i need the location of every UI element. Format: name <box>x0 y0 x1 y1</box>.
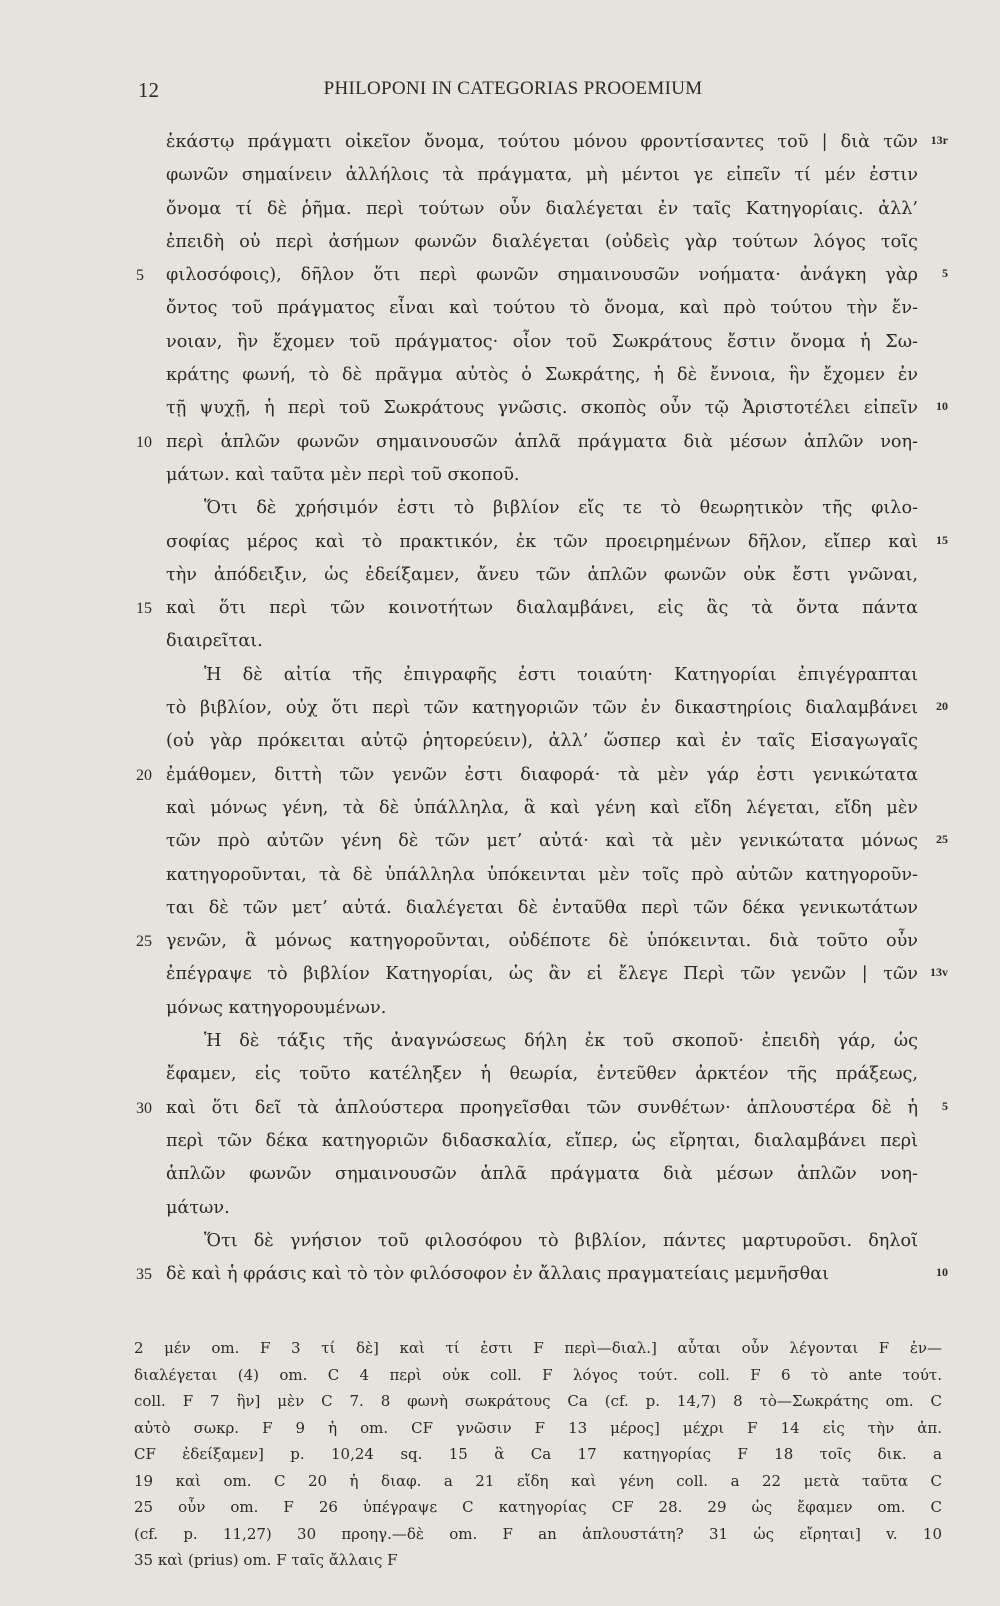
line-text: τῇ ψυχῇ, ἡ περὶ τοῦ Σωκράτους γνῶσις. σκοπὸς οὖν τῷ Ἀριστοτέλει εἰπεῖν <box>166 398 918 419</box>
text-line <box>166 992 918 1025</box>
text-line <box>166 126 948 159</box>
text-line <box>166 392 948 425</box>
line-text: Ἡ δὲ τάξις τῆς ἀναγνώσεως δήλη ἐκ τοῦ σκοποῦ· ἐπειδὴ γάρ, ὡς <box>204 1031 918 1052</box>
apparatus-line: 25 οὖν om. F 26 ὑπέγραψε C κατηγορίας CF 28. 29 ὡς ἔφαμεν om. C <box>134 1498 942 1516</box>
line-text: ὄντος τοῦ πράγματος εἶναι καὶ τούτου τὸ ὄνομα, καὶ πρὸ τούτου τὴν ἔν- <box>166 298 918 319</box>
line-number-right: 10 <box>936 1265 948 1280</box>
line-number-right: 20 <box>936 699 948 714</box>
line-number-left: 35 <box>136 1266 152 1284</box>
line-text: τὴν ἀπόδειξιν, ὡς ἐδείξαμεν, ἄνευ τῶν ἁπλῶν φωνῶν οὐκ ἔστι γνῶναι, <box>166 564 918 585</box>
text-line <box>166 958 948 991</box>
apparatus-line: 2 μέν om. F 3 τί δὲ] καὶ τί ἐστι F περὶ—διαλ.] αὗται οὖν λέγονται F ἐν— <box>134 1339 942 1357</box>
text-line <box>136 426 918 459</box>
apparatus-line: CF ἐδείξαμεν] p. 10,24 sq. 15 ἃ Ca 17 κατηγορίας F 18 τοῖς δικ. a <box>134 1445 942 1463</box>
apparatus-line: αὐτὸ σωκρ. F 9 ἡ om. CF γνῶσιν F 13 μέρος] μέχρι F 14 εἰς τὴν ἀπ. <box>134 1418 942 1437</box>
line-text: μάτων. <box>166 1197 230 1218</box>
text-line <box>166 825 948 858</box>
line-text: ὄνομα τί δὲ ῥῆμα. περὶ τούτων οὖν διαλέγεται ἐν ταῖς Κατηγορίαις. ἀλλ’ <box>166 198 918 219</box>
line-text: περὶ ἁπλῶν φωνῶν σημαινουσῶν ἁπλᾶ πράγματα διὰ μέσων ἁπλῶν νοη- <box>166 431 918 452</box>
line-text: Ἡ δὲ αἰτία τῆς ἐπιγραφῆς ἐστι τοιαύτη· Κατηγορίαι ἐπιγέγραπται <box>204 664 918 685</box>
line-text: Ὅτι δὲ γνήσιον τοῦ φιλοσόφου τὸ βιβλίον, πάντες μαρτυροῦσι. δηλοῖ <box>204 1230 918 1251</box>
apparatus-line: coll. F 7 ἣν] μὲν C 7. 8 φωνὴ σωκράτους Ca (cf. p. 14,7) 8 τὸ—Σωκράτης om. C <box>134 1392 942 1410</box>
line-text: περὶ τῶν δέκα κατηγοριῶν διδασκαλία, εἴπερ, ὡς εἴρηται, διαλαμβάνει περὶ <box>166 1130 918 1151</box>
line-text: ἐπειδὴ οὐ περὶ ἀσήμων φωνῶν διαλέγεται (οὐδεὶς γὰρ τούτων λόγος τοῖς <box>166 231 918 252</box>
text-line <box>166 159 918 192</box>
line-text: ἔφαμεν, εἰς τοῦτο κατέληξεν ἡ θεωρία, ἐντεῦθεν ἀρκτέον τῆς πράξεως, <box>166 1064 918 1085</box>
text-line <box>166 1225 918 1258</box>
text-line <box>136 592 918 625</box>
line-text: καὶ ὅτι δεῖ τὰ ἁπλούστερα προηγεῖσθαι τῶν συνθέτων· ἁπλουστέρα δὲ ἡ <box>166 1097 918 1118</box>
text-line <box>166 1158 918 1191</box>
line-text: ἑκάστῳ πράγματι οἰκεῖον ὄνομα, τούτου μόνου φροντίσαντες τοῦ | διὰ τῶν <box>166 132 918 152</box>
line-text: καὶ ὅτι περὶ τῶν κοινοτήτων διαλαμβάνει, εἰς ἃς τὰ ὄντα πάντα <box>166 598 918 619</box>
text-line <box>136 1092 948 1125</box>
text-line <box>136 759 918 792</box>
text-line <box>166 492 918 525</box>
line-number-right: 13v <box>930 965 948 980</box>
text-line <box>136 259 948 292</box>
text-line <box>136 1258 948 1291</box>
running-title: PHILOPONI IN CATEGORIAS PROOEMIUM <box>323 78 703 99</box>
line-text: τὸ βιβλίον, οὐχ ὅτι περὶ τῶν κατηγοριῶν τῶν ἐν δικαστηρίοις διαλαμβάνει <box>166 698 918 719</box>
text-line <box>166 292 918 325</box>
text-line <box>166 1025 918 1058</box>
text-line <box>166 892 918 925</box>
text-line <box>166 459 918 492</box>
page-number: 12 <box>138 78 159 102</box>
text-line <box>166 226 918 259</box>
line-text: Ὅτι δὲ χρήσιμόν ἐστι τὸ βιβλίον εἴς τε τὸ θεωρητικὸν τῆς φιλο- <box>204 498 918 519</box>
text-line <box>166 1058 918 1091</box>
line-text: νοιαν, ἣν ἔχομεν τοῦ πράγματος· οἷον τοῦ Σωκράτους ἔστιν ὄνομα ἡ Σω- <box>166 331 918 352</box>
line-text: κράτης φωνή, τὸ δὲ πρᾶγμα αὐτὸς ὁ Σωκράτης, ἡ δὲ ἔννοια, ἣν ἔχομεν ἐν <box>166 365 918 386</box>
text-line <box>166 725 918 758</box>
line-number-left: 25 <box>136 933 152 951</box>
critical-apparatus <box>134 1335 942 1574</box>
line-text: τῶν πρὸ αὐτῶν γένη δὲ τῶν μετ’ αὐτά· καὶ τὰ μὲν γενικώτατα μόνως <box>166 831 918 852</box>
text-line <box>166 193 918 226</box>
line-number-right: 13r <box>930 133 948 147</box>
line-number-left: 15 <box>136 600 152 618</box>
text-line <box>166 526 948 559</box>
text-line <box>166 559 918 592</box>
line-text: ται δὲ τῶν μετ’ αὐτά. διαλέγεται δὲ ἐνταῦθα περὶ τῶν δέκα γενικωτάτων <box>166 897 918 918</box>
text-line <box>166 792 918 825</box>
line-number-left: 20 <box>136 766 152 784</box>
text-line <box>166 1192 918 1225</box>
line-number-left: 5 <box>136 267 144 285</box>
line-text: γενῶν, ἃ μόνως κατηγοροῦνται, οὐδέποτε δὲ ὑπόκεινται. διὰ τοῦτο οὖν <box>166 931 918 952</box>
text-line <box>166 326 918 359</box>
main-text <box>136 126 948 1291</box>
line-text: μόνως κατηγορουμένων. <box>166 997 387 1018</box>
line-text: κατηγοροῦνται, τὰ δὲ ὑπάλληλα ὑπόκεινται μὲν τοῖς πρὸ αὐτῶν κατηγοροῦν- <box>166 864 918 885</box>
line-text: φωνῶν σημαίνειν ἀλλήλοις τὰ πράγματα, μὴ μέντοι γε εἰπεῖν τί μέν ἐστιν <box>166 165 918 186</box>
text-line <box>166 692 948 725</box>
line-text: (οὐ γὰρ πρόκειται αὐτῷ ῥητορεύειν), ἀλλ’ ὥσπερ καὶ ἐν ταῖς Εἰσαγωγαῖς <box>166 731 918 752</box>
text-line <box>136 925 918 958</box>
text-line <box>166 359 918 392</box>
line-number-right: 5 <box>942 1098 948 1113</box>
line-number-left: 10 <box>136 433 152 451</box>
apparatus-line: διαλέγεται (4) om. C 4 περὶ οὐκ coll. F λόγος τούτ. coll. F 6 τὸ ante τούτ. <box>134 1365 942 1384</box>
line-text: μάτων. καὶ ταῦτα μὲν περὶ τοῦ σκοποῦ. <box>166 464 520 485</box>
line-text: ἐπέγραψε τὸ βιβλίον Κατηγορίαι, ὡς ἂν εἰ ἔλεγε Περὶ τῶν γενῶν | τῶν <box>166 964 918 985</box>
line-text: διαιρεῖται. <box>166 631 263 652</box>
line-text: φιλοσόφοις), δῆλον ὅτι περὶ φωνῶν σημαινουσῶν νοήματα· ἀνάγκη γὰρ <box>166 265 918 286</box>
page-header <box>138 78 888 100</box>
line-text: ἁπλῶν φωνῶν σημαινουσῶν ἁπλᾶ πράγματα διὰ μέσων ἁπλῶν νοη- <box>166 1164 918 1185</box>
line-number-right: 10 <box>936 399 948 414</box>
apparatus-line: 35 καὶ (prius) om. F ταῖς ἄλλαις F <box>134 1551 398 1569</box>
text-line <box>166 859 918 892</box>
line-number-right: 5 <box>942 266 948 281</box>
line-number-right: 15 <box>936 532 948 547</box>
apparatus-line: 19 καὶ om. C 20 ἡ διαφ. a 21 εἴδη καὶ γένη coll. a 22 μετὰ ταῦτα C <box>134 1471 942 1490</box>
line-text: σοφίας μέρος καὶ τὸ πρακτικόν, ἐκ τῶν προειρημένων δῆλον, εἴπερ καὶ <box>166 531 918 552</box>
text-line <box>166 625 918 658</box>
text-line <box>166 1125 918 1158</box>
apparatus-line: (cf. p. 11,27) 30 προηγ.—δὲ om. F an ἁπλουστάτη? 31 ὡς εἴρηται] v. 10 <box>134 1524 942 1543</box>
line-text: δὲ καὶ ἡ φράσις καὶ τὸ τὸν φιλόσοφον ἐν ἄλλαις πραγματείαις μεμνῆσθαι <box>166 1264 830 1285</box>
text-line <box>166 659 918 692</box>
line-number-left: 30 <box>136 1099 152 1117</box>
line-number-right: 25 <box>936 832 948 847</box>
line-text: καὶ μόνως γένη, τὰ δὲ ὑπάλληλα, ἃ καὶ γένη καὶ εἴδη λέγεται, εἴδη μὲν <box>166 797 918 818</box>
line-text: ἐμάθομεν, διττὴ τῶν γενῶν ἐστι διαφορά· τὰ μὲν γάρ ἐστι γενικώτατα <box>166 764 918 785</box>
